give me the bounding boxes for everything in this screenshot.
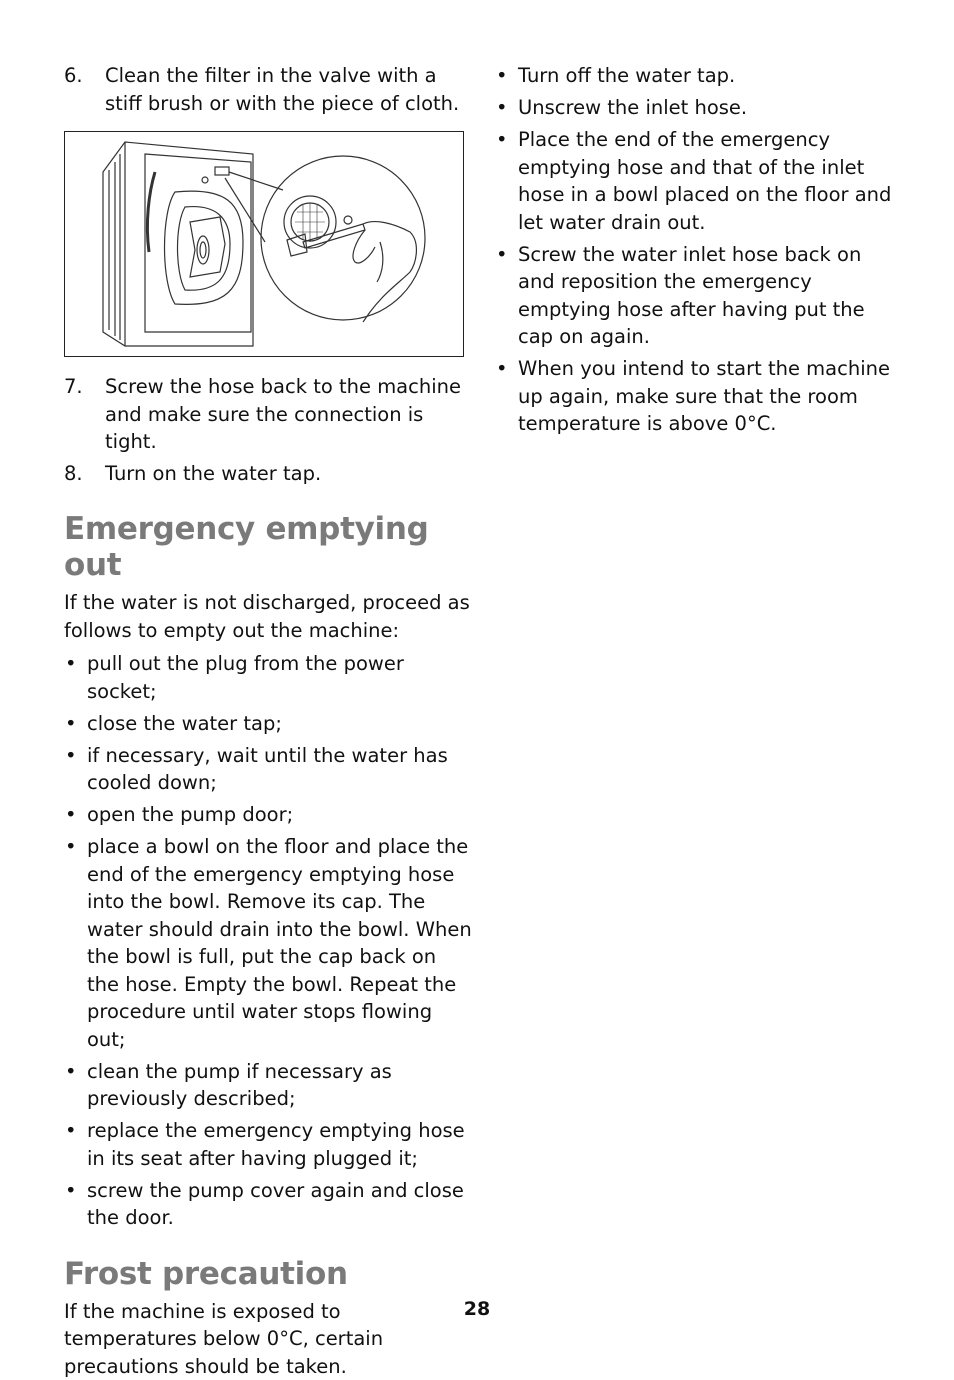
bullet-item bbox=[64, 1117, 474, 1172]
bullet-text: clean the pump if necessary as previously described; bbox=[87, 1060, 392, 1111]
step-number: 7. bbox=[64, 373, 83, 401]
bullet-text: if necessary, wait until the water has cooled down; bbox=[87, 744, 448, 795]
step-item bbox=[64, 460, 474, 488]
bullet-item bbox=[495, 94, 900, 122]
bullet-glyph: • bbox=[65, 710, 77, 738]
bullet-text: close the water tap; bbox=[87, 712, 282, 735]
bullet-item bbox=[64, 833, 474, 1053]
bullet-glyph: • bbox=[65, 1058, 77, 1086]
bullet-glyph: • bbox=[65, 1117, 77, 1145]
bullet-item bbox=[64, 801, 474, 829]
bullet-glyph: • bbox=[65, 742, 77, 770]
step-text: Clean the filter in the valve with a stiff brush or with the piece of cloth. bbox=[105, 64, 459, 115]
bullet-item bbox=[495, 62, 900, 90]
bullet-text: Turn off the water tap. bbox=[518, 64, 735, 87]
step-number: 6. bbox=[64, 62, 83, 90]
emergency-intro: If the water is not discharged, proceed as follows to empty out the machine: bbox=[64, 589, 474, 644]
bullet-item bbox=[495, 355, 900, 438]
step-text: Screw the hose back to the machine and make sure the connection is tight. bbox=[105, 375, 461, 453]
frost-bullet-list bbox=[495, 62, 900, 438]
steps-list-top bbox=[64, 62, 474, 117]
step-text: Turn on the water tap. bbox=[105, 462, 321, 485]
bullet-item bbox=[495, 126, 900, 236]
bullet-glyph: • bbox=[496, 94, 508, 122]
bullet-text: screw the pump cover again and close the door. bbox=[87, 1179, 464, 1230]
bullet-text: Unscrew the inlet hose. bbox=[518, 96, 747, 119]
bullet-item bbox=[64, 1058, 474, 1113]
left-column bbox=[64, 62, 474, 1380]
bullet-item bbox=[64, 742, 474, 797]
bullet-text: place a bowl on the floor and place the end of the emergency emptying hose into the bowl. Remove its cap. The water should drain into the bowl. When the bowl is full, put the cap back on the hose. Empty the bowl. Repeat the procedure until water stops flowing out; bbox=[87, 835, 472, 1051]
emergency-heading: Emergency emptying out bbox=[64, 511, 474, 583]
bullet-text: Place the end of the emergency emptying hose and that of the inlet hose in a bowl placed on the floor and let water drain out. bbox=[518, 128, 891, 234]
valve-filter-illustration bbox=[64, 131, 464, 357]
bullet-text: pull out the plug from the power socket; bbox=[87, 652, 404, 703]
bullet-glyph: • bbox=[65, 801, 77, 829]
page-number: 28 bbox=[0, 1298, 954, 1320]
frost-intro: If the machine is exposed to temperatures below 0°C, certain precautions should be taken. bbox=[64, 1298, 474, 1380]
step-item bbox=[64, 62, 474, 117]
bullet-item bbox=[495, 241, 900, 351]
emergency-bullet-list bbox=[64, 650, 474, 1232]
steps-list-bottom bbox=[64, 373, 474, 487]
bullet-glyph: • bbox=[65, 833, 77, 861]
bullet-item bbox=[64, 710, 474, 738]
bullet-glyph: • bbox=[496, 62, 508, 90]
bullet-item bbox=[64, 1177, 474, 1232]
bullet-text: Screw the water inlet hose back on and reposition the emergency emptying hose after having put the cap on again. bbox=[518, 243, 865, 349]
washing-machine-back-illustration bbox=[65, 132, 463, 356]
bullet-glyph: • bbox=[496, 241, 508, 269]
bullet-item bbox=[64, 650, 474, 705]
bullet-text: open the pump door; bbox=[87, 803, 293, 826]
bullet-text: When you intend to start the machine up again, make sure that the room temperature is above 0°C. bbox=[518, 357, 890, 435]
bullet-glyph: • bbox=[496, 355, 508, 383]
bullet-glyph: • bbox=[65, 1177, 77, 1205]
step-number: 8. bbox=[64, 460, 83, 488]
bullet-text: replace the emergency emptying hose in its seat after having plugged it; bbox=[87, 1119, 465, 1170]
frost-heading: Frost precaution bbox=[64, 1256, 474, 1292]
bullet-glyph: • bbox=[496, 126, 508, 154]
step-item bbox=[64, 373, 474, 456]
right-column bbox=[495, 62, 900, 442]
bullet-glyph: • bbox=[65, 650, 77, 678]
